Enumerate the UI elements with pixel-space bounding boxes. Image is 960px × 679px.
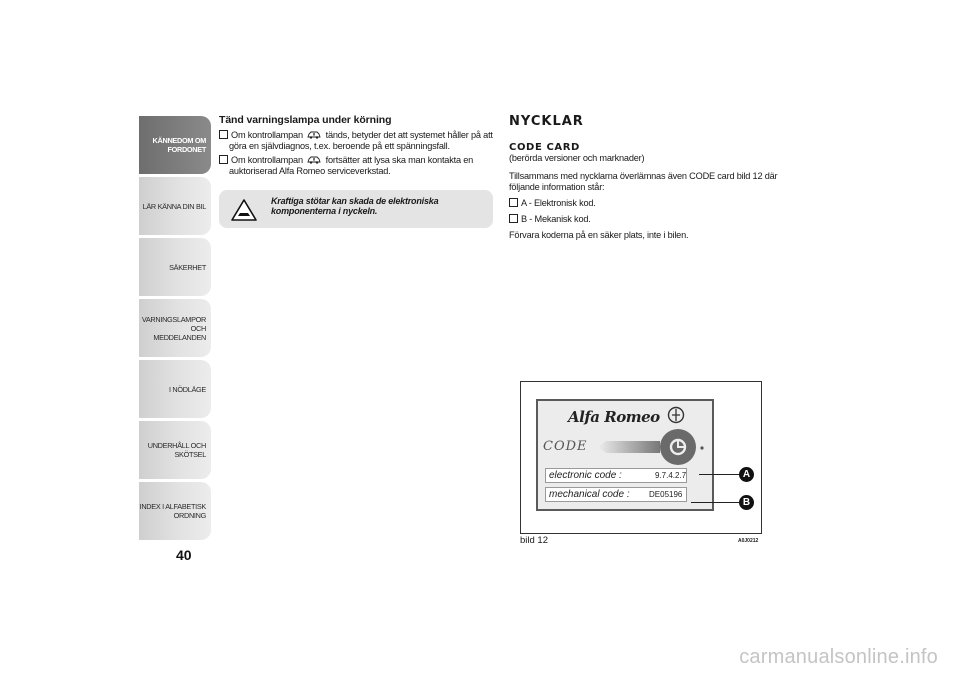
checkbox-bullet-icon <box>509 214 518 223</box>
tab-underhall[interactable] <box>139 421 211 479</box>
section-heading: CODE CARD <box>509 142 580 153</box>
car-key-warning-icon <box>307 155 321 164</box>
marker-b: B <box>739 495 754 510</box>
bullet-text: tänds, betyder det att systemet håller på att göra en självdiagnos, t.ex. beroende på ett spänningsfall. <box>229 130 493 151</box>
tab-varningslampor[interactable] <box>139 299 211 357</box>
tab-label: I NÖDLÄGE <box>168 384 206 394</box>
electronic-code-label: electronic code : <box>549 470 622 481</box>
tab-label: KÄNNEDOM OM FORDONET <box>152 136 206 154</box>
figure-caption: bild 12 <box>520 535 548 546</box>
tab-sakerhet[interactable] <box>139 238 211 296</box>
tab-label: SÄKERHET <box>169 262 206 272</box>
tab-label: VARNINGSLAMPOR OCH MEDDELANDEN <box>141 314 206 342</box>
mechanical-code-label: mechanical code : <box>549 489 630 500</box>
watermark-text[interactable]: carmanualsonline.info <box>739 646 938 668</box>
outro-text: Förvara koderna på en säker plats, inte i bilen. <box>509 230 689 240</box>
brand-logo-text: Alfa Romeo <box>568 408 660 426</box>
tab-lar-kanna-din-bil[interactable] <box>139 177 211 235</box>
checkbox-bullet-icon <box>219 130 228 139</box>
page-number: 40 <box>176 547 192 563</box>
brand-emblem-icon <box>667 406 685 424</box>
chapter-tabs <box>139 116 211 543</box>
list-item <box>509 214 779 225</box>
figure-code: A0J0212 <box>738 538 759 544</box>
electronic-code-value: 9.7.4.2.7 <box>655 471 687 480</box>
bullet-text: Om kontrollampan <box>231 155 303 165</box>
warning-box <box>219 190 493 228</box>
tab-i-nodlage[interactable] <box>139 360 211 418</box>
list-item <box>509 198 779 209</box>
code-card-figure <box>520 381 762 534</box>
bullet-item <box>219 155 493 177</box>
code-word-text: CODE <box>543 439 588 454</box>
key-arrow-graphic <box>598 427 710 467</box>
warning-triangle-icon <box>231 199 257 221</box>
checkbox-bullet-icon <box>509 198 518 207</box>
checkbox-bullet-icon <box>219 155 228 164</box>
marker-a: A <box>739 467 754 482</box>
car-key-warning-icon <box>307 130 321 139</box>
mechanical-code-row <box>545 487 687 502</box>
leader-line-b <box>691 502 739 503</box>
right-column <box>509 114 779 246</box>
tab-label: INDEX I ALFABETISK ORDNING <box>139 502 206 520</box>
tab-kannedom-om-fordonet[interactable] <box>139 116 211 174</box>
list-item-text: B - Mekanisk kod. <box>521 214 591 224</box>
list-item-text: A - Elektronisk kod. <box>521 198 596 208</box>
bullet-text: Om kontrollampan <box>231 130 303 140</box>
bullet-text: fortsätter att lysa ska man kontakta en auktoriserad Alfa Romeo serviceverkstad. <box>229 155 474 176</box>
tab-label: UNDERHÅLL OCH SKÖTSEL <box>147 441 206 459</box>
tab-label: LÄR KÄNNA DIN BIL <box>142 201 206 211</box>
warning-text: Kraftiga stötar kan skada de elektroniska komponenterna i nyckeln. <box>271 196 439 216</box>
chapter-heading: NYCKLAR <box>509 114 584 129</box>
note-text: (berörda versioner och marknader) <box>509 153 645 163</box>
left-column <box>219 114 493 228</box>
bullet-item <box>219 130 493 152</box>
code-card-image <box>536 399 714 511</box>
mechanical-code-value: DE05196 <box>649 490 683 499</box>
tab-index[interactable] <box>139 482 211 540</box>
intro-text: Tillsammans med nycklarna överlämnas även CODE card bild 12 där följande information står: <box>509 171 778 192</box>
leader-line-a <box>699 474 739 475</box>
electronic-code-row <box>545 468 687 483</box>
section-heading: Tänd varningslampa under körning <box>219 114 392 126</box>
